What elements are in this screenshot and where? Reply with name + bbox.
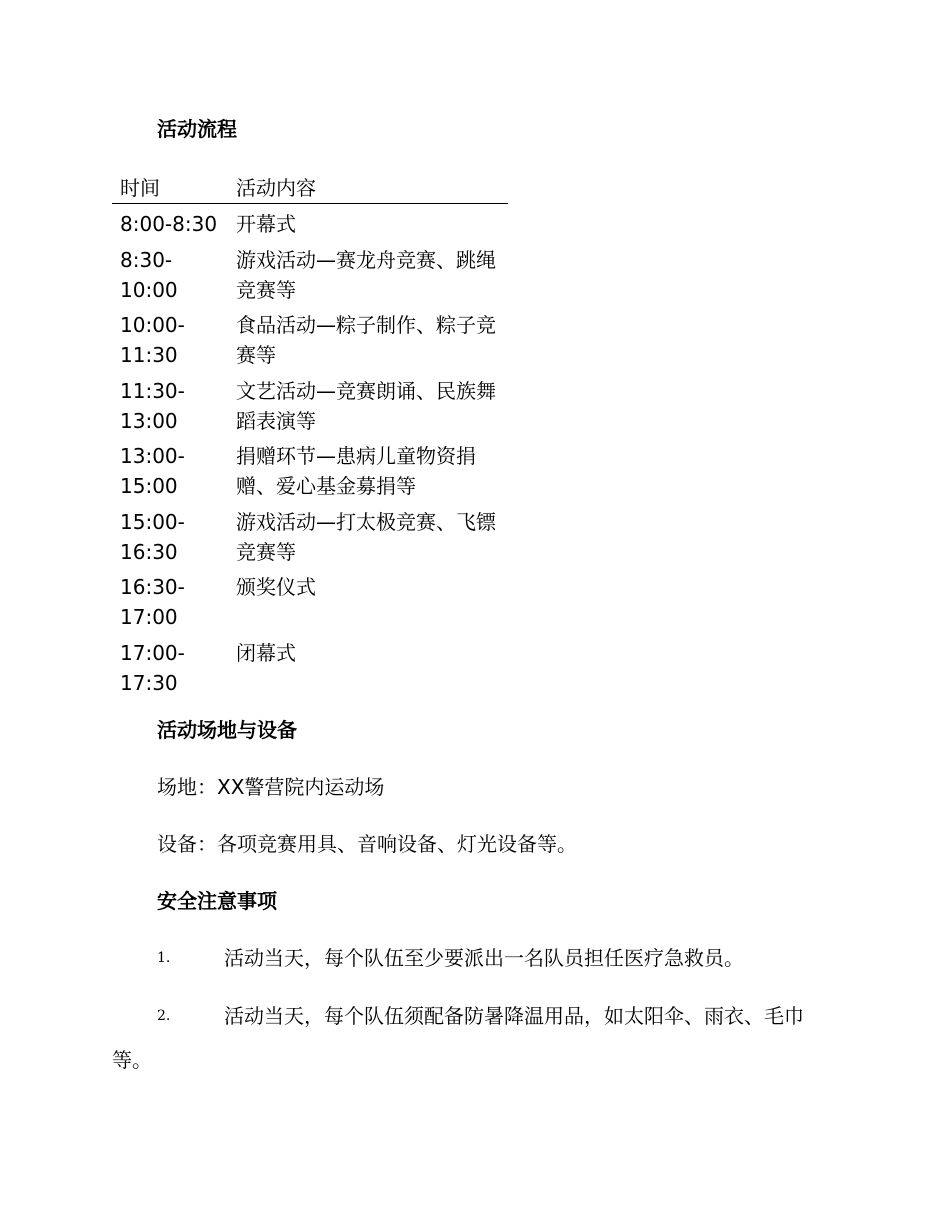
row-content: 闭幕式 (236, 640, 296, 665)
time-column-header: 时间 (120, 176, 160, 200)
list-item-text: 活动当天，每个队伍须配备防暑降温用品，如太阳伞、雨衣、毛巾等。 (112, 1004, 804, 1072)
schedule-row (112, 638, 508, 698)
list-item-text: 活动当天，每个队伍至少要派出一名队员担任医疗急救员。 (224, 946, 744, 970)
venue-heading: 活动场地与设备 (157, 718, 297, 742)
schedule-row (112, 245, 508, 305)
row-time: 17:00-17:30 (120, 640, 185, 695)
row-time: 8:30-10:00 (120, 247, 178, 302)
schedule-row (112, 310, 508, 370)
schedule-row (112, 441, 508, 501)
row-time: 10:00-11:30 (120, 313, 185, 367)
schedule-row (112, 572, 508, 632)
schedule-heading: 活动流程 (157, 117, 237, 141)
schedule-row (112, 376, 508, 436)
row-time: 8:00-8:30 (120, 212, 218, 236)
row-time: 13:00-15:00 (120, 444, 185, 498)
row-content: 开幕式 (236, 212, 296, 236)
row-content: 颁奖仪式 (236, 575, 316, 599)
row-time: 15:00-16:30 (120, 509, 185, 564)
schedule-table-header (112, 173, 508, 204)
row-content: 文艺活动—竞赛朗诵、民族舞蹈表演等 (236, 378, 496, 433)
list-number: 2. (157, 1008, 171, 1024)
venue-site-text: 场地：XX警营院内运动场 (157, 775, 385, 799)
row-content: 游戏活动—赛龙舟竞赛、跳绳竞赛等 (236, 247, 496, 302)
row-time: 11:30-13:00 (120, 378, 185, 433)
safety-heading: 安全注意事项 (157, 889, 277, 913)
schedule-table (112, 173, 508, 698)
content-column-header: 活动内容 (236, 176, 316, 200)
row-content: 食品活动—粽子制作、粽子竞赛等 (236, 313, 496, 367)
venue-equipment-text: 设备：各项竞赛用具、音响设备、灯光设备等。 (157, 832, 577, 856)
schedule-row (112, 209, 508, 239)
row-content: 捐赠环节—患病儿童物资捐赠、爱心基金募捐等 (236, 444, 476, 498)
safety-list-item (112, 936, 832, 980)
schedule-row (112, 507, 508, 567)
row-content: 游戏活动—打太极竞赛、飞镖竞赛等 (236, 509, 496, 564)
row-time: 16:30-17:00 (120, 575, 185, 629)
list-number: 1. (157, 950, 171, 966)
safety-list-item (112, 994, 832, 1082)
